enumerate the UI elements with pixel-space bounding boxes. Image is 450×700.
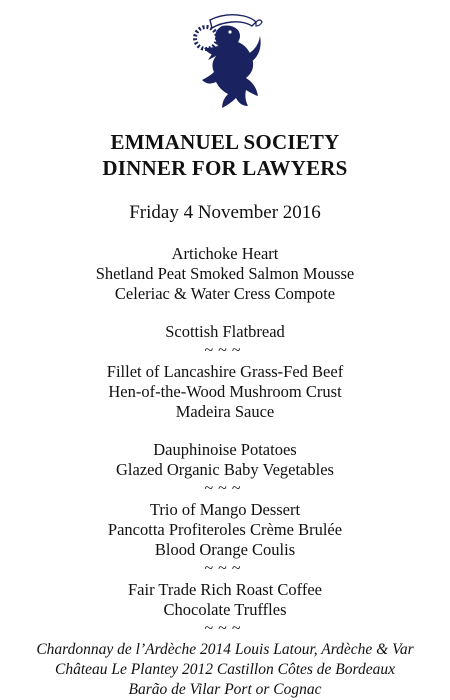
menu-item-coffee: Fair Trade Rich Roast Coffee <box>127 580 322 599</box>
wine-item-bordeaux: Château Le Plantey 2012 Castillon Côtes de Bordeaux <box>55 661 395 678</box>
menu-item-vegetables: Glazed Organic Baby Vegetables <box>116 460 334 479</box>
course-separator: ~~~ <box>204 560 246 577</box>
menu-item-mango-dessert: Trio of Mango Dessert <box>149 500 301 519</box>
wine-item-port: Barão de Vilar Port or Cognac <box>128 681 322 698</box>
course-separator: ~~~ <box>204 342 246 359</box>
menu-item-madeira-sauce: Madeira Sauce <box>175 402 275 421</box>
emmanuel-crest-logo <box>186 6 266 118</box>
course-separator: ~~~ <box>204 480 246 497</box>
wine-item-chardonnay: Chardonnay de l’Ardèche 2014 Louis Latour, Ardèche & Var <box>36 641 414 658</box>
menu-item-salmon-mousse: Shetland Peat Smoked Salmon Mousse <box>95 264 355 283</box>
menu-item-coulis: Blood Orange Coulis <box>154 540 296 559</box>
menu-item-flatbread: Scottish Flatbread <box>165 322 285 341</box>
menu-item-truffles: Chocolate Truffles <box>163 600 287 619</box>
menu-item-artichoke: Artichoke Heart <box>171 244 279 263</box>
event-title-line-2: DINNER FOR LAWYERS <box>102 156 348 180</box>
menu-item-beef: Fillet of Lancashire Grass-Fed Beef <box>106 362 344 381</box>
event-title-line-1: EMMANUEL SOCIETY <box>110 130 340 154</box>
menu-item-celeriac: Celeriac & Water Cress Compote <box>114 284 336 303</box>
menu-item-dauphinoise: Dauphinoise Potatoes <box>153 440 297 459</box>
course-separator: ~~~ <box>204 620 246 637</box>
menu-item-profiteroles: Pancotta Profiteroles Crème Brulée <box>107 520 343 539</box>
event-date: Friday 4 November 2016 <box>129 202 321 223</box>
menu-item-mushroom-crust: Hen-of-the-Wood Mushroom Crust <box>108 382 342 401</box>
